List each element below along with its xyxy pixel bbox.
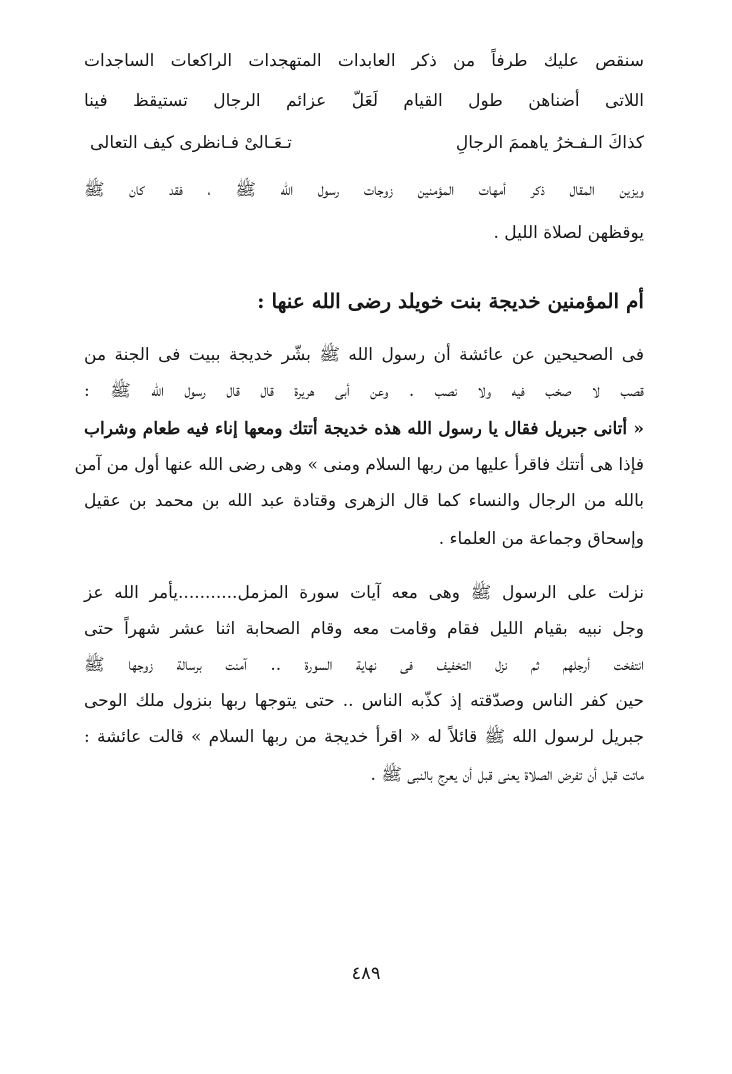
- text-line: بالله من الرجال والنساء كما قال الزهرى وقتادة عبد الله بن محمد بن عقيل: [84, 491, 644, 511]
- text-line: نزلت على الرسول ﷺ وهى معه آيات سورة المزمل...........يأمر الله عز: [84, 583, 644, 603]
- section-heading: أم المؤمنين خديجة بنت خويلد رضى الله عنها :: [257, 289, 644, 313]
- verse-hemistich-left: تـعَـالىْ فـانظرى كيف التعالى: [90, 133, 292, 153]
- text-line: انتفخت أرجلهم ثم نزل التخفيف فى نهاية السورة .. آمنت برسالة زوجها ﷺ: [84, 655, 644, 675]
- text-line: وإسحاق وجماعة من العلماء .: [438, 529, 644, 549]
- page-number: ٤٨٩: [351, 963, 381, 984]
- text-line: وجل نبيه بقيام الليل فقام وقامت معه وقام الصحابة اثنا عشر شهراً حتى: [84, 619, 644, 639]
- text-line: جبريل لرسول الله ﷺ قائلاً له « اقرأ خديجة من ربها السلام » قالت عائشة :: [84, 727, 644, 747]
- text-line: فى الصحيحين عن عائشة أن رسول الله ﷺ بشّر خديجة ببيت فى الجنة من: [84, 345, 644, 365]
- text-line: فإذا هى أتتك فاقرأ عليها من ربها السلام ومنى » وهى رضى الله عنها أول من آمن: [74, 455, 644, 475]
- text-line: اللاتى أضناهن طول القيام لَعَلّ عزائم الرجال تستيقظ فينا: [84, 91, 644, 111]
- verse-hemistich-right: كذاكَ الـفـخرُ ياهممَ الرجالِ: [455, 133, 644, 153]
- text-line: حين كفر الناس وصدّقته إذ كذّبه الناس .. حتى يتوجها ربها بنزول ملك الوحى: [84, 691, 644, 711]
- text-line: « أتانى جبريل فقال يا رسول الله هذه خديجة أتتك ومعها إناء فيه طعام وشراب: [84, 419, 644, 439]
- text-line: سنقص عليك طرفاً من ذكر العابدات المتهجدات الراكعات الساجدات: [84, 51, 644, 71]
- text-line: يوقظهن لصلاة الليل .: [493, 223, 644, 243]
- text-line: ماتت قبل أن تفرض الصلاة يعنى قبل أن يعرج بالنبى ﷺ .: [370, 765, 644, 785]
- text-line: قصب لا صخب فيه ولا نصب . وعن أبى هريرة قال قال رسول الله ﷺ :: [84, 381, 644, 401]
- text-line: ويزين المقال ذكر أمهات المؤمنين زوجات رسول الله ﷺ ، فقد كان ﷺ: [84, 180, 644, 200]
